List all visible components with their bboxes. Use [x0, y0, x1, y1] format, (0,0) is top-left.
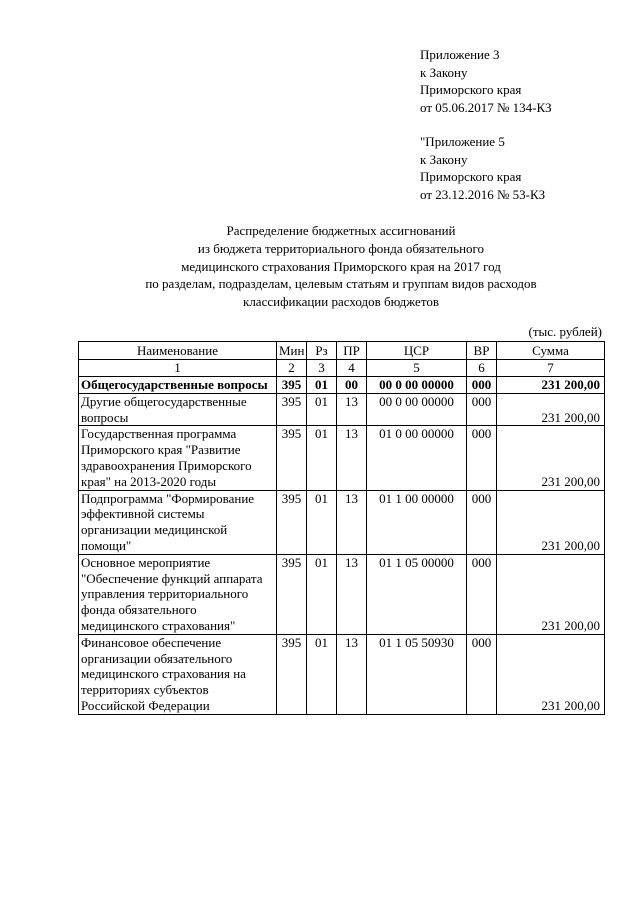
appendix-line: к Закону — [420, 64, 468, 80]
row-min: 395 — [277, 634, 307, 714]
header-rz: Рз — [307, 342, 337, 360]
table-row — [79, 490, 605, 554]
title-line: из бюджета территориального фонда обязательного — [197, 240, 485, 256]
budget-table — [78, 341, 605, 715]
row-vr: 000 — [467, 377, 497, 394]
row-min: 395 — [277, 377, 307, 394]
row-csr: 00 0 00 00000 — [367, 377, 467, 394]
row-vr: 000 — [467, 426, 497, 490]
row-rz: 01 — [307, 490, 337, 554]
header-min: Мин — [277, 342, 307, 360]
row-sum: 231 200,00 — [497, 393, 605, 426]
row-rz: 01 — [307, 393, 337, 426]
col-number: 5 — [367, 360, 467, 377]
row-vr: 000 — [467, 554, 497, 634]
header-pr: ПР — [337, 342, 367, 360]
title-line: медицинского страхования Приморского края на 2017 год — [181, 258, 501, 274]
header-sum: Сумма — [497, 342, 605, 360]
col-number: 1 — [79, 360, 277, 377]
row-min: 395 — [277, 426, 307, 490]
col-number: 6 — [467, 360, 497, 377]
row-csr: 01 1 00 00000 — [367, 490, 467, 554]
appendix-3-block — [420, 46, 552, 116]
col-number: 3 — [307, 360, 337, 377]
header-csr: ЦСР — [367, 342, 467, 360]
row-rz: 01 — [307, 377, 337, 394]
row-name: Государственная программа Приморского края "Развитие здравоохранения Приморского края" на 2013-2020 годы — [79, 426, 277, 490]
row-sum: 231 200,00 — [497, 426, 605, 490]
appendix-line: "Приложение 5 — [420, 134, 505, 149]
unit-label: (тыс. рублей) — [528, 324, 602, 339]
row-csr: 00 0 00 00000 — [367, 393, 467, 426]
row-csr: 01 0 00 00000 — [367, 426, 467, 490]
title-line: по разделам, подразделам, целевым статьям и группам видов расходов — [145, 276, 537, 292]
table-row — [79, 393, 605, 426]
row-sum: 231 200,00 — [497, 554, 605, 634]
table-row — [79, 634, 605, 714]
title-line: Распределение бюджетных ассигнований — [226, 223, 456, 238]
row-sum: 231 200,00 — [497, 634, 605, 714]
col-number: 2 — [277, 360, 307, 377]
row-rz: 01 — [307, 554, 337, 634]
table-row — [79, 377, 605, 394]
row-vr: 000 — [467, 393, 497, 426]
row-sum: 231 200,00 — [497, 377, 605, 394]
row-name: Подпрограмма "Формирование эффективной системы организации медицинской помощи" — [79, 490, 277, 554]
row-sum: 231 200,00 — [497, 490, 605, 554]
row-pr: 00 — [337, 377, 367, 394]
row-pr: 13 — [337, 490, 367, 554]
row-pr: 13 — [337, 393, 367, 426]
header-row — [79, 342, 605, 360]
col-number: 7 — [497, 360, 605, 377]
table-row — [79, 554, 605, 634]
document-title — [78, 222, 604, 311]
appendix-line: от 23.12.2016 № 53-КЗ — [420, 186, 546, 202]
header-name: Наименование — [79, 342, 277, 360]
col-number: 4 — [337, 360, 367, 377]
row-min: 395 — [277, 554, 307, 634]
row-vr: 000 — [467, 634, 497, 714]
appendix-line: от 05.06.2017 № 134-КЗ — [420, 99, 552, 115]
appendix-5-block — [420, 133, 552, 203]
row-rz: 01 — [307, 426, 337, 490]
appendix-line: к Закону — [420, 151, 468, 167]
row-vr: 000 — [467, 490, 497, 554]
row-name: Финансовое обеспечение организации обязательного медицинского страхования на территориях субъектов Российской Федерации — [79, 634, 277, 714]
appendix-line: Приморского края — [420, 82, 522, 97]
row-pr: 13 — [337, 426, 367, 490]
header-vr: ВР — [467, 342, 497, 360]
row-rz: 01 — [307, 634, 337, 714]
row-csr: 01 1 05 50930 — [367, 634, 467, 714]
table-row — [79, 426, 605, 490]
row-name: Другие общегосударственные вопросы — [79, 393, 277, 426]
appendix-line: Приложение 3 — [420, 47, 500, 62]
column-number-row — [79, 360, 605, 377]
title-line: классификации расходов бюджетов — [243, 294, 439, 310]
row-pr: 13 — [337, 554, 367, 634]
row-name: Общегосударственные вопросы — [79, 377, 277, 394]
row-name: Основное мероприятие "Обеспечение функций аппарата управления территориального фонда обязательного медицинского страхования" — [79, 554, 277, 634]
row-min: 395 — [277, 393, 307, 426]
row-csr: 01 1 05 00000 — [367, 554, 467, 634]
appendix-line: Приморского края — [420, 169, 522, 184]
row-min: 395 — [277, 490, 307, 554]
row-pr: 13 — [337, 634, 367, 714]
appendix-header — [420, 46, 552, 203]
